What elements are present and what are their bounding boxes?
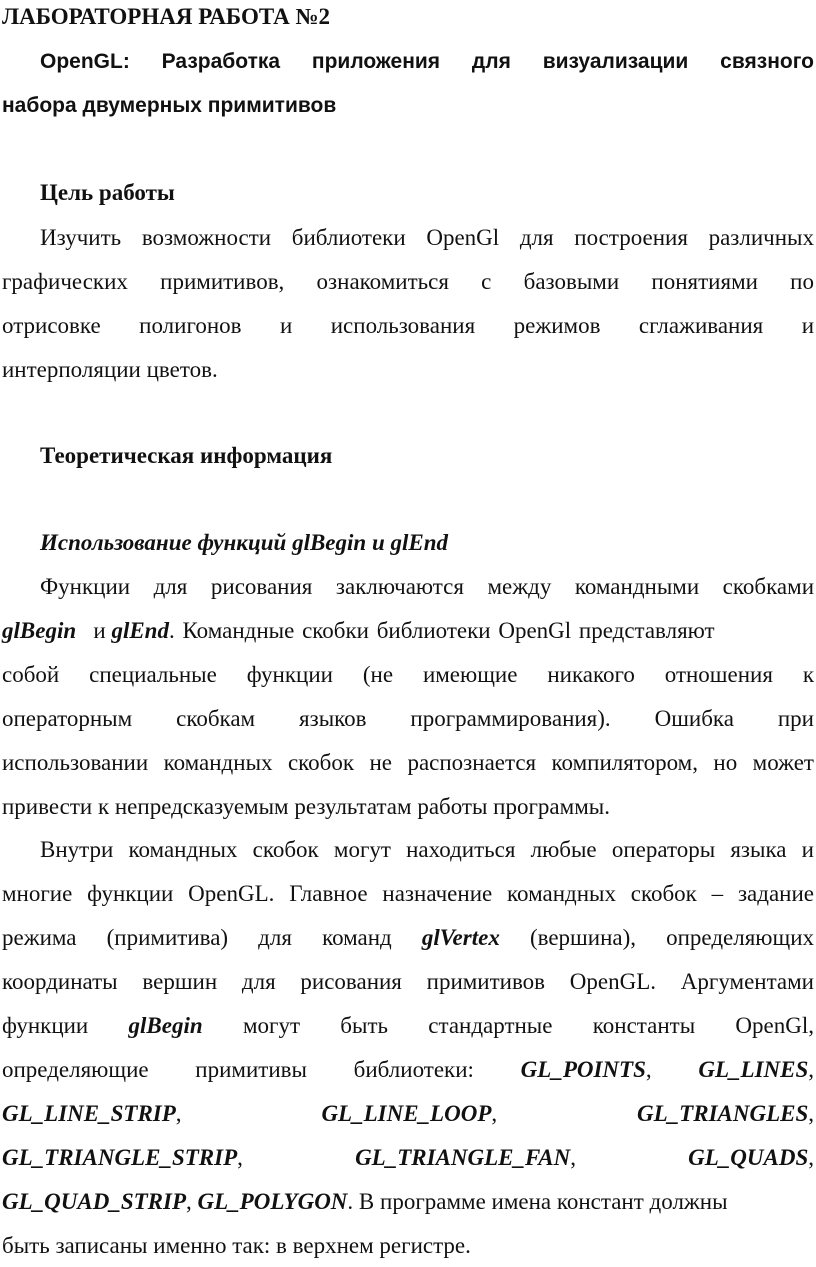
- p2-line-4: координаты вершин для рисования примитивов OpenGL. Аргументами: [2, 969, 814, 994]
- aim-text-line-3: отрисовке полигонов и использования режимов сглаживания и: [2, 313, 814, 338]
- const-gl-triangles: GL_TRIANGLES: [637, 1101, 809, 1126]
- const-gl-line-strip: GL_LINE_STRIP: [2, 1101, 176, 1126]
- const-gl-points: GL_POINTS: [520, 1057, 646, 1082]
- p2-glbegin: glBegin: [128, 1013, 203, 1038]
- aim-text-line-4: интерполяции цветов.: [2, 357, 218, 382]
- p2-line-8: GL_TRIANGLE_STRIP, GL_TRIANGLE_FAN, GL_QUADS,: [2, 1145, 814, 1170]
- const-gl-quad-strip: GL_QUAD_STRIP: [2, 1189, 187, 1214]
- p2-line-3-a: режима (примитива) для команд: [2, 925, 392, 950]
- aim-text-line-2: графических примитивов, ознакомиться с базовыми понятиями по: [2, 269, 814, 294]
- p1-line-3: собой специальные функции (не имеющие никакого отношения к: [2, 662, 814, 687]
- lab-title: ЛАБОРАТОРНАЯ РАБОТА №2: [2, 4, 331, 29]
- p2-line-3-b: (вершина), определяющих: [529, 925, 814, 950]
- p2-line-7: GL_LINE_STRIP, GL_LINE_LOOP, GL_TRIANGLES,: [2, 1101, 815, 1126]
- const-gl-triangle-fan: GL_TRIANGLE_FAN: [355, 1145, 571, 1170]
- p2-line-2: многие функции OpenGL. Главное назначение командных скобок – задание: [2, 881, 814, 906]
- p2-line-5: [2, 1011, 814, 1041]
- p2-line-1: Внутри командных скобок могут находиться любые операторы языка и: [40, 837, 814, 862]
- p2-line-6-a: определяющие примитивы библиотеки:: [2, 1057, 474, 1082]
- const-gl-polygon: GL_POLYGON: [197, 1189, 348, 1214]
- p2-line-5-b: могут быть стандартные константы OpenGl,: [242, 1013, 815, 1038]
- p1-line-4: операторным скобкам языков программирования). Ошибка при: [2, 706, 814, 731]
- p1-line-2: [2, 616, 814, 646]
- p1-line-1: Функции для рисования заключаются между командными скобками: [40, 574, 814, 599]
- const-gl-triangle-strip: GL_TRIANGLE_STRIP: [2, 1145, 238, 1170]
- p2-glvertex: glVertex: [421, 925, 500, 950]
- lab-subtitle-line-1: OpenGL: Разработка приложения для визуализации связного: [40, 50, 814, 73]
- const-gl-quads: GL_QUADS: [688, 1145, 809, 1170]
- const-gl-line-loop: GL_LINE_LOOP: [321, 1101, 492, 1126]
- p1-glbegin: glBegin: [2, 618, 77, 643]
- p2-line-10: быть записаны именно так: в верхнем регистре.: [2, 1233, 471, 1258]
- p1-line-2-rest: . Командные скобки библиотеки OpenGl представляют: [168, 618, 715, 643]
- p2-line-3: [2, 923, 814, 953]
- p2-line-9-rest: . В программе имена констант должны: [347, 1189, 728, 1214]
- const-gl-lines: GL_LINES: [698, 1057, 809, 1082]
- p2-line-5-a: функции: [2, 1013, 89, 1038]
- p1-glend: glEnd: [111, 618, 169, 643]
- p2-line-9: GL_QUAD_STRIP, GL_POLYGON. В программе имена констант должны: [2, 1189, 728, 1214]
- aim-heading: Цель работы: [40, 180, 175, 205]
- p1-line-6: привести к непредсказуемым результатам работы программы.: [2, 794, 610, 819]
- lab-subtitle-line-2: набора двумерных примитивов: [2, 94, 337, 117]
- section-heading: Использование функций glBegin и glEnd: [40, 530, 449, 555]
- aim-text-line-1: Изучить возможности библиотеки OpenGl для построения различных: [40, 225, 814, 250]
- p1-line-5: использовании командных скобок не распознается компилятором, но может: [2, 750, 814, 775]
- p1-and: и: [93, 618, 106, 643]
- p2-line-6: определяющие примитивы библиотеки: GL_POINTS, GL_LINES,: [2, 1057, 815, 1082]
- theory-heading: Теоретическая информация: [40, 443, 333, 468]
